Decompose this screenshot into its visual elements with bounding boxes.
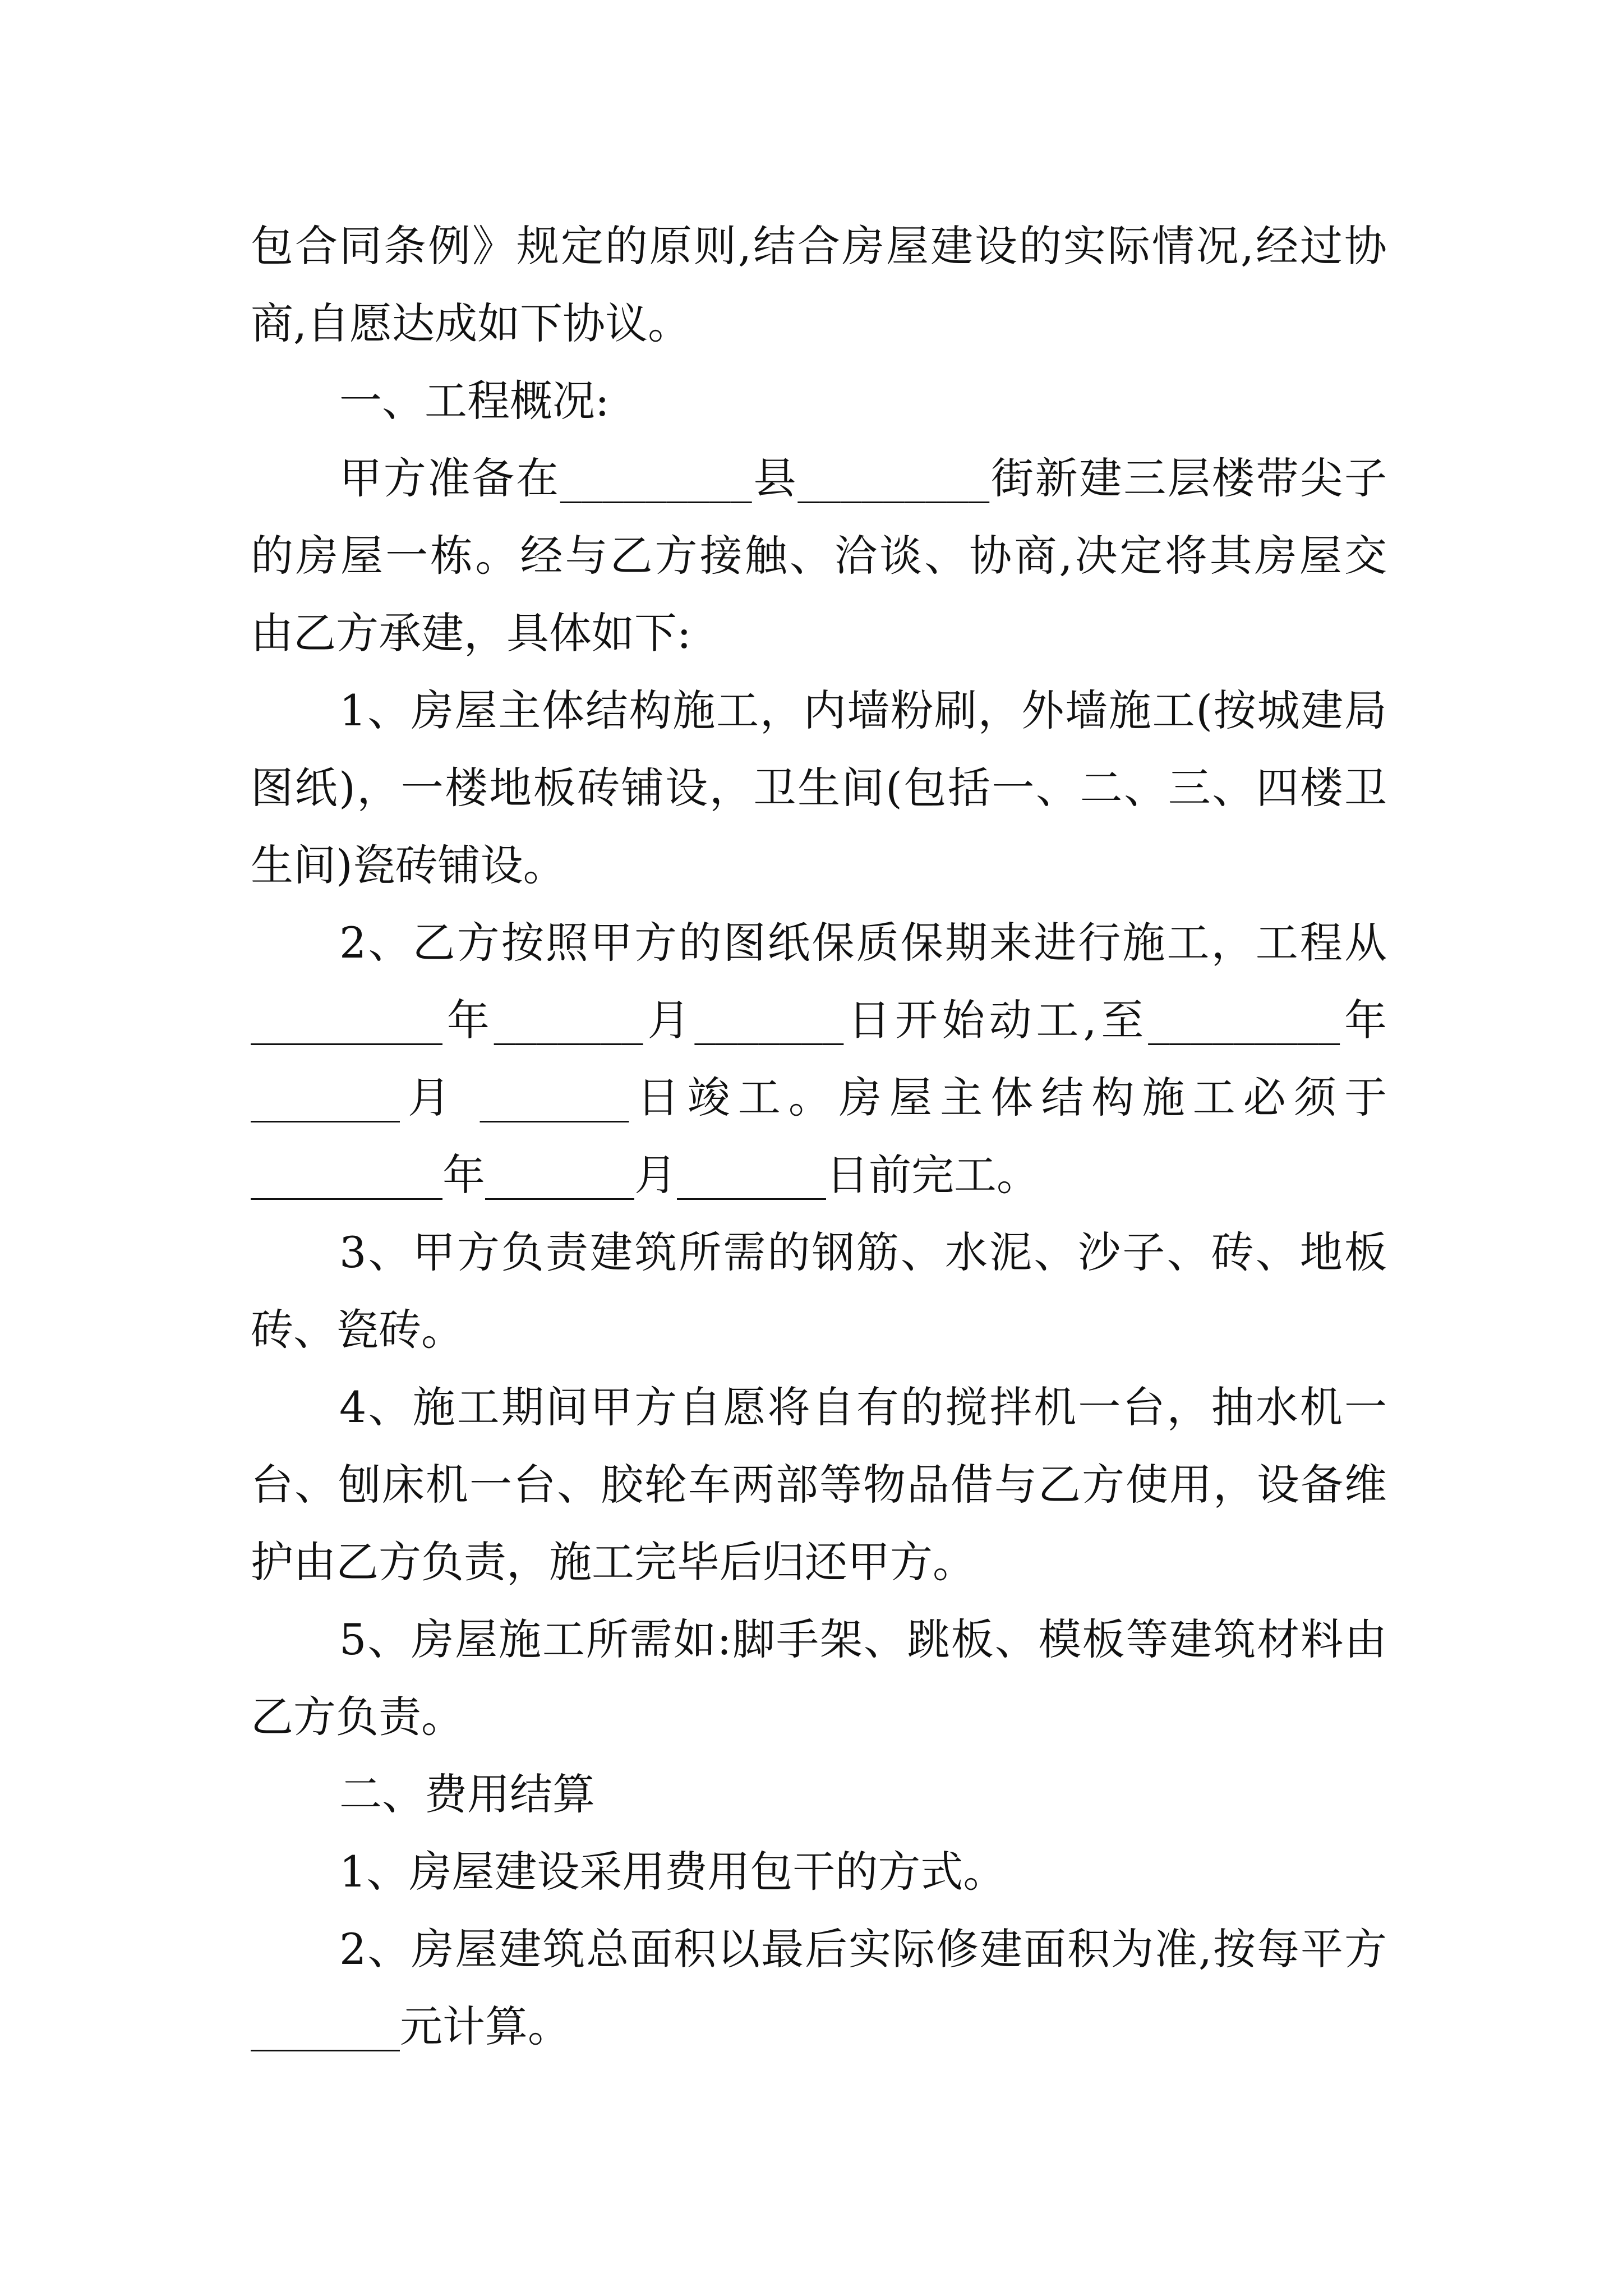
text-line: 1、房屋主体结构施工，内墙粉刷，外墙施工(按城建局 [339,685,1387,735]
text-line: _________年_______月_______日前完工。 [251,1150,1039,1200]
section-heading-project-overview [251,362,1387,440]
text-line: 4、施工期间甲方自愿将自有的搅拌机一台，抽水机一 [339,1382,1387,1432]
text-line: 乙方负责。 [251,1692,464,1742]
clause-3-materials-by-party-a [251,1214,1387,1369]
clause-1-lump-sum-method [251,1833,1387,1911]
text-line: _______元计算。 [251,2001,570,2051]
text-line: 二、费用结算 [339,1769,595,1819]
text-line: 5、房屋施工所需如:脚手架、跳板、模板等建筑材料由 [339,1614,1387,1664]
text-line: 护由乙方负责，施工完毕后归还甲方。 [251,1537,975,1587]
clause-2-area-pricing [251,1911,1387,2065]
text-line: 甲方准备在_________县_________街新建三层楼带尖子 [339,453,1387,503]
text-line: _______月 _______日竣工。房屋主体结构施工必须于 [251,1073,1387,1122]
clause-2-construction-schedule [251,904,1387,1214]
text-line: 2、乙方按照甲方的图纸保质保期来进行施工，工程从 [339,918,1387,968]
clause-1-construction-scope [251,672,1387,904]
text-line: 商,自愿达成如下协议。 [251,298,691,348]
contract-body [251,208,1387,2065]
text-line: 台、刨床机一台、胶轮车两部等物品借与乙方使用，设备维 [251,1460,1387,1510]
text-line: 的房屋一栋。经与乙方接触、洽谈、协商,决定将其房屋交 [251,531,1387,581]
text-line: _________年_______月_______日开始动工,至_________年 [251,995,1387,1045]
text-line: 由乙方承建，具体如下: [251,608,691,658]
clause-5-materials-by-party-b [251,1601,1387,1756]
clause-4-equipment-loan [251,1369,1387,1601]
text-line: 包合同条例》规定的原则,结合房屋建设的实际情况,经过协 [251,221,1387,271]
paragraph-project-location [251,440,1387,672]
text-line: 图纸)，一楼地板砖铺设，卫生间(包括一、二、三、四楼卫 [251,763,1387,813]
text-line: 砖、瓷砖。 [251,1305,464,1355]
text-line: 一、工程概况: [339,376,610,426]
text-line: 1、房屋建设采用费用包干的方式。 [339,1847,1006,1897]
text-line: 2、房屋建筑总面积以最后实际修建面积为准,按每平方 [339,1924,1387,1974]
paragraph-preamble-continuation [251,208,1387,362]
section-heading-cost-settlement [251,1756,1387,1833]
text-line: 3、甲方负责建筑所需的钢筋、水泥、沙子、砖、地板 [339,1227,1387,1277]
text-line: 生间)瓷砖铺设。 [251,840,566,890]
